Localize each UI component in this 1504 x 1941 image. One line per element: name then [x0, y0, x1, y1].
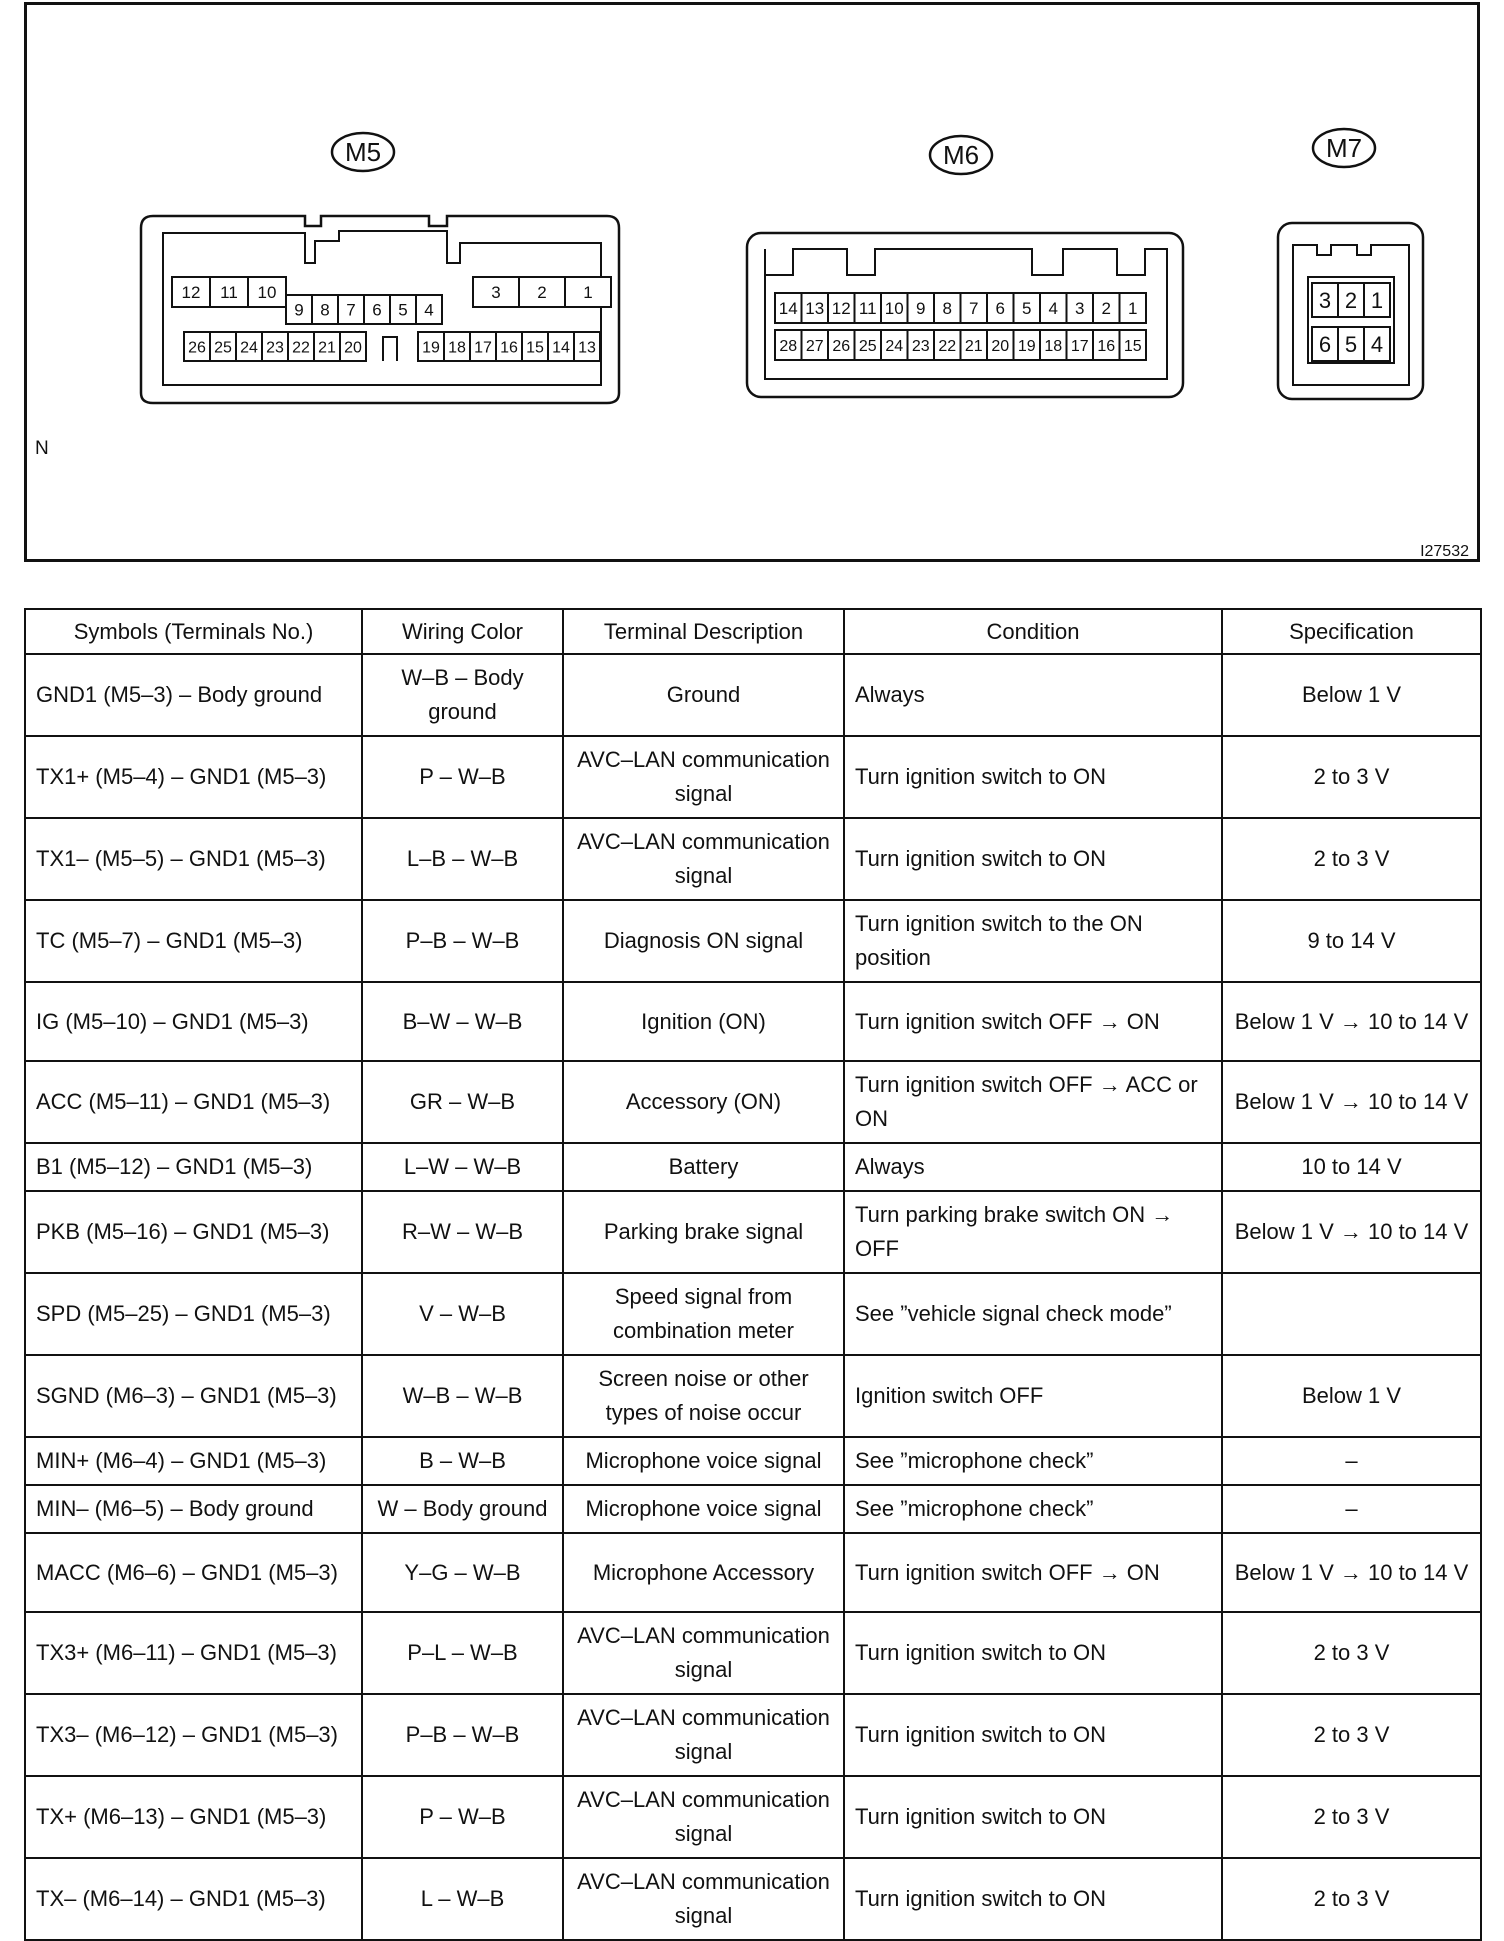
- header-specification: Specification: [1222, 609, 1481, 654]
- description-cell: AVC–LAN communication signal: [563, 736, 844, 818]
- m5-pin-label: 10: [257, 283, 277, 303]
- m5-pin-label: 21: [318, 339, 336, 357]
- table-row: [25, 1776, 1481, 1858]
- m5-pin-label: 13: [578, 339, 596, 357]
- m5-pin-label: 14: [552, 339, 570, 357]
- table-row: [25, 1437, 1481, 1485]
- m5-pin-label: 26: [188, 339, 206, 357]
- table-row: [25, 736, 1481, 818]
- connector-m6-label: M6: [942, 140, 980, 170]
- condition-cell: Turn ignition switch to ON: [844, 1612, 1222, 1694]
- specification-cell: –: [1222, 1485, 1481, 1533]
- m5-pin-label: 24: [240, 339, 258, 357]
- description-cell: Microphone voice signal: [563, 1485, 844, 1533]
- specification-cell: Below 1 V → 10 to 14 V: [1222, 1061, 1481, 1143]
- description-cell: AVC–LAN communication signal: [563, 818, 844, 900]
- specification-cell: Below 1 V → 10 to 14 V: [1222, 1191, 1481, 1273]
- m6-pin-label: 21: [964, 337, 983, 355]
- wiring-color-cell: GR – W–B: [362, 1061, 563, 1143]
- description-cell: AVC–LAN communication signal: [563, 1694, 844, 1776]
- description-cell: AVC–LAN communication signal: [563, 1612, 844, 1694]
- m6-pin-label: 20: [991, 337, 1010, 355]
- m5-pin-label: 15: [526, 339, 544, 357]
- table-header-row: [25, 609, 1481, 654]
- condition-cell: Turn ignition switch to ON: [844, 1776, 1222, 1858]
- condition-cell: Turn ignition switch to the ON position: [844, 900, 1222, 982]
- m5-pin-label: 22: [292, 339, 310, 357]
- table-row: [25, 1485, 1481, 1533]
- table-row: [25, 818, 1481, 900]
- m6-pin-label: 4: [1048, 299, 1058, 319]
- condition-cell: Ignition switch OFF: [844, 1355, 1222, 1437]
- m5-pin-label: 7: [346, 300, 356, 320]
- m7-pin-label: 4: [1370, 331, 1384, 357]
- m6-pin-label: 10: [884, 299, 904, 319]
- m5-pin-label: 3: [491, 283, 501, 303]
- m6-pin-label: 15: [1123, 337, 1142, 355]
- header-symbols: Symbols (Terminals No.): [25, 609, 362, 654]
- description-cell: Microphone voice signal: [563, 1437, 844, 1485]
- symbol-cell: ACC (M5–11) – GND1 (M5–3): [25, 1061, 362, 1143]
- wiring-color-cell: R–W – W–B: [362, 1191, 563, 1273]
- connector-figure: [24, 2, 1480, 562]
- table-row: [25, 654, 1481, 736]
- wiring-color-cell: P – W–B: [362, 736, 563, 818]
- wiring-color-cell: L–B – W–B: [362, 818, 563, 900]
- m5-pin-label: 11: [220, 283, 238, 303]
- header-condition: Condition: [844, 609, 1222, 654]
- m6-pin-label: 3: [1075, 299, 1085, 319]
- wiring-color-cell: L–W – W–B: [362, 1143, 563, 1191]
- wiring-color-cell: W–B – Body ground: [362, 654, 563, 736]
- specification-cell: 2 to 3 V: [1222, 1858, 1481, 1940]
- symbol-cell: IG (M5–10) – GND1 (M5–3): [25, 982, 362, 1061]
- wiring-color-cell: P–L – W–B: [362, 1612, 563, 1694]
- table-row: [25, 1533, 1481, 1612]
- m6-pin-label: 13: [805, 299, 825, 319]
- m5-pin-label: 17: [474, 339, 492, 357]
- table-row: [25, 982, 1481, 1061]
- condition-cell: Always: [844, 654, 1222, 736]
- description-cell: Ground: [563, 654, 844, 736]
- header-terminal-description: Terminal Description: [563, 609, 844, 654]
- connector-m7-label: M7: [1325, 133, 1363, 163]
- symbol-cell: B1 (M5–12) – GND1 (M5–3): [25, 1143, 362, 1191]
- m7-pin-label: 6: [1318, 331, 1332, 357]
- condition-cell: Always: [844, 1143, 1222, 1191]
- symbol-cell: GND1 (M5–3) – Body ground: [25, 654, 362, 736]
- connector-m5-label: M5: [344, 137, 382, 167]
- m6-pin-label: 8: [942, 299, 952, 319]
- table-row: [25, 1612, 1481, 1694]
- symbol-cell: SGND (M6–3) – GND1 (M5–3): [25, 1355, 362, 1437]
- m5-pin-label: 25: [214, 339, 232, 357]
- wiring-color-cell: V – W–B: [362, 1273, 563, 1355]
- m6-pin-label: 7: [969, 299, 979, 319]
- m6-pin-label: 11: [858, 299, 877, 319]
- description-cell: Ignition (ON): [563, 982, 844, 1061]
- symbol-cell: TX1+ (M5–4) – GND1 (M5–3): [25, 736, 362, 818]
- m6-pin-label: 17: [1070, 337, 1089, 355]
- table-row: [25, 1858, 1481, 1940]
- condition-cell: See ”microphone check”: [844, 1485, 1222, 1533]
- specification-cell: Below 1 V → 10 to 14 V: [1222, 1533, 1481, 1612]
- connector-diagram: [27, 5, 1477, 559]
- table-row: [25, 1273, 1481, 1355]
- m6-pin-label: 1: [1128, 299, 1138, 319]
- table-row: [25, 1694, 1481, 1776]
- figure-note: N: [35, 438, 49, 459]
- m5-pin-label: 8: [320, 300, 330, 320]
- specification-cell: Below 1 V → 10 to 14 V: [1222, 982, 1481, 1061]
- m6-pin-label: 24: [885, 337, 904, 355]
- description-cell: AVC–LAN communication signal: [563, 1776, 844, 1858]
- specification-cell: –: [1222, 1437, 1481, 1485]
- m6-pin-label: 16: [1097, 337, 1116, 355]
- m7-pin-label: 2: [1344, 287, 1358, 313]
- specification-cell: 2 to 3 V: [1222, 818, 1481, 900]
- m5-pin-label: 12: [181, 283, 201, 303]
- m5-pin-label: 23: [266, 339, 284, 357]
- specification-cell: Below 1 V: [1222, 654, 1481, 736]
- condition-cell: Turn ignition switch to ON: [844, 818, 1222, 900]
- description-cell: AVC–LAN communication signal: [563, 1858, 844, 1940]
- wiring-color-cell: B – W–B: [362, 1437, 563, 1485]
- description-cell: Microphone Accessory: [563, 1533, 844, 1612]
- symbol-cell: PKB (M5–16) – GND1 (M5–3): [25, 1191, 362, 1273]
- symbol-cell: TX1– (M5–5) – GND1 (M5–3): [25, 818, 362, 900]
- m5-pin-label: 4: [424, 300, 434, 320]
- m6-pin-label: 12: [831, 299, 851, 319]
- header-wiring-color: Wiring Color: [362, 609, 563, 654]
- m6-pin-label: 27: [805, 337, 824, 355]
- specification-cell: 9 to 14 V: [1222, 900, 1481, 982]
- wiring-color-cell: W–B – W–B: [362, 1355, 563, 1437]
- m7-pin-label: 5: [1344, 331, 1358, 357]
- m5-pin-label: 16: [500, 339, 518, 357]
- wiring-color-cell: P–B – W–B: [362, 1694, 563, 1776]
- description-cell: Battery: [563, 1143, 844, 1191]
- m7-pin-label: 3: [1318, 287, 1332, 313]
- specification-cell: 10 to 14 V: [1222, 1143, 1481, 1191]
- table-row: [25, 900, 1481, 982]
- m5-pin-label: 6: [372, 300, 382, 320]
- description-cell: Diagnosis ON signal: [563, 900, 844, 982]
- description-cell: Screen noise or other types of noise occur: [563, 1355, 844, 1437]
- condition-cell: Turn ignition switch OFF → ON: [844, 982, 1222, 1061]
- specification-cell: 2 to 3 V: [1222, 1776, 1481, 1858]
- m5-pin-label: 9: [294, 300, 304, 320]
- wiring-color-cell: B–W – W–B: [362, 982, 563, 1061]
- description-cell: Speed signal from combination meter: [563, 1273, 844, 1355]
- m5-pin-label: 1: [583, 283, 593, 303]
- m6-pin-label: 26: [832, 337, 851, 355]
- m6-pin-label: 14: [778, 299, 798, 319]
- wiring-color-cell: P – W–B: [362, 1776, 563, 1858]
- m5-pin-label: 19: [422, 339, 440, 357]
- symbol-cell: MIN+ (M6–4) – GND1 (M5–3): [25, 1437, 362, 1485]
- m5-pin-label: 18: [448, 339, 466, 357]
- specification-cell: 2 to 3 V: [1222, 1694, 1481, 1776]
- m6-pin-label: 22: [938, 337, 957, 355]
- condition-cell: Turn parking brake switch ON → OFF: [844, 1191, 1222, 1273]
- m6-pin-label: 5: [1022, 299, 1032, 319]
- condition-cell: Turn ignition switch to ON: [844, 1858, 1222, 1940]
- wiring-color-cell: P–B – W–B: [362, 900, 563, 982]
- m6-pin-label: 18: [1044, 337, 1063, 355]
- specification-cell: Below 1 V: [1222, 1355, 1481, 1437]
- m5-pin-label: 2: [537, 283, 547, 303]
- figure-id: I27532: [1420, 543, 1469, 560]
- condition-cell: Turn ignition switch OFF → ON: [844, 1533, 1222, 1612]
- condition-cell: Turn ignition switch OFF → ACC or ON: [844, 1061, 1222, 1143]
- table-row: [25, 1143, 1481, 1191]
- table-row: [25, 1355, 1481, 1437]
- symbol-cell: MIN– (M6–5) – Body ground: [25, 1485, 362, 1533]
- wiring-color-cell: L – W–B: [362, 1858, 563, 1940]
- symbol-cell: TX– (M6–14) – GND1 (M5–3): [25, 1858, 362, 1940]
- symbol-cell: MACC (M6–6) – GND1 (M5–3): [25, 1533, 362, 1612]
- table-row: [25, 1061, 1481, 1143]
- m6-pin-label: 19: [1017, 337, 1036, 355]
- m6-pin-label: 23: [911, 337, 930, 355]
- m6-pin-label: 6: [995, 299, 1005, 319]
- specification-cell: 2 to 3 V: [1222, 1612, 1481, 1694]
- condition-cell: See ”vehicle signal check mode”: [844, 1273, 1222, 1355]
- symbol-cell: TX3– (M6–12) – GND1 (M5–3): [25, 1694, 362, 1776]
- symbol-cell: TX3+ (M6–11) – GND1 (M5–3): [25, 1612, 362, 1694]
- symbol-cell: TC (M5–7) – GND1 (M5–3): [25, 900, 362, 982]
- condition-cell: See ”microphone check”: [844, 1437, 1222, 1485]
- wiring-color-cell: Y–G – W–B: [362, 1533, 563, 1612]
- symbol-cell: SPD (M5–25) – GND1 (M5–3): [25, 1273, 362, 1355]
- m6-pin-label: 9: [916, 299, 926, 319]
- table-row: [25, 1191, 1481, 1273]
- m6-pin-label: 25: [858, 337, 877, 355]
- description-cell: Accessory (ON): [563, 1061, 844, 1143]
- symbol-cell: TX+ (M6–13) – GND1 (M5–3): [25, 1776, 362, 1858]
- description-cell: Parking brake signal: [563, 1191, 844, 1273]
- m7-pin-label: 1: [1370, 287, 1384, 313]
- m6-pin-label: 2: [1101, 299, 1111, 319]
- wiring-color-cell: W – Body ground: [362, 1485, 563, 1533]
- specification-cell: 2 to 3 V: [1222, 736, 1481, 818]
- condition-cell: Turn ignition switch to ON: [844, 1694, 1222, 1776]
- m5-pin-label: 5: [398, 300, 408, 320]
- m5-pin-label: 20: [344, 339, 362, 357]
- terminal-spec-table: [24, 608, 1482, 1941]
- condition-cell: Turn ignition switch to ON: [844, 736, 1222, 818]
- m6-pin-label: 28: [779, 337, 798, 355]
- specification-cell: [1222, 1273, 1481, 1355]
